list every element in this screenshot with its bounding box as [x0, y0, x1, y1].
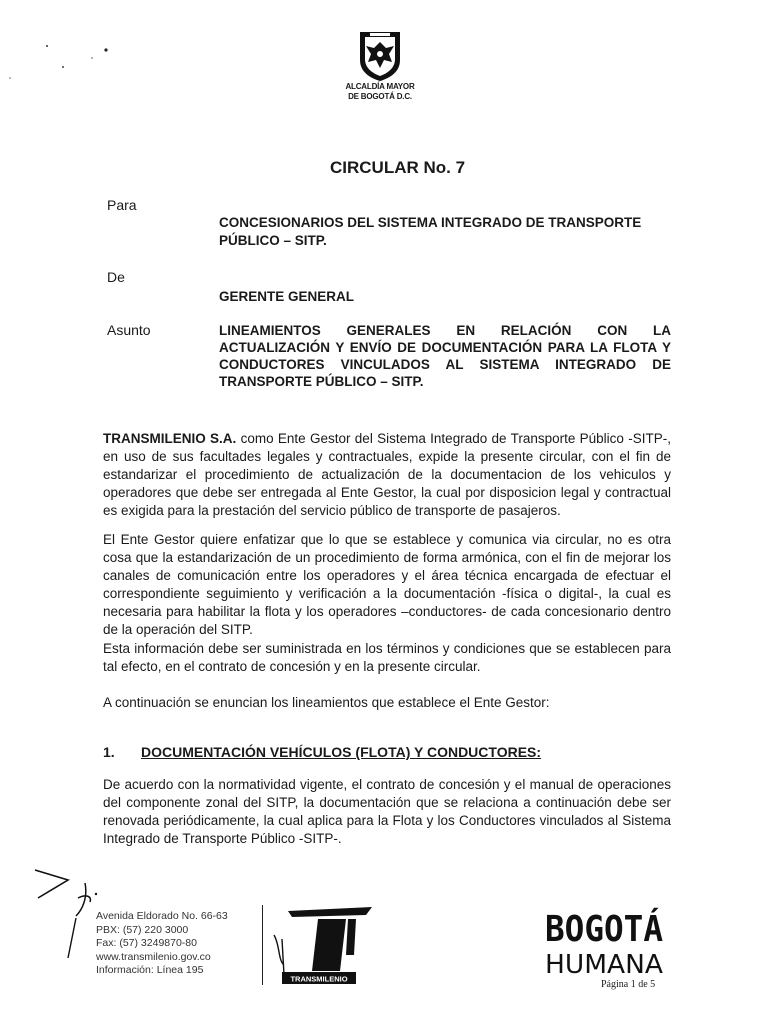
bogota-crest	[330, 30, 430, 102]
footer-address: Avenida Eldorado No. 66-63	[96, 910, 228, 922]
paragraph-3: Esta información debe ser suministrada en los términos y condiciones que se establecen para tal efecto, en el contrato de concesión y en la presente circular.	[103, 641, 671, 674]
de-value: GERENTE GENERAL	[219, 289, 355, 304]
transmilenio-logo	[270, 905, 380, 987]
section-1-number: 1.	[103, 744, 115, 760]
section-1-title: DOCUMENTACIÓN VEHÍCULOS (FLOTA) Y CONDUCTORES:	[141, 744, 542, 760]
footer-fax: Fax: (57) 3249870-80	[96, 937, 197, 949]
paragraph-1	[103, 430, 671, 520]
crest-line-2: DE BOGOTÁ D.C.	[348, 92, 412, 101]
bogota-logo-top: BOGOTÁ	[545, 909, 675, 950]
bogota-humana-logo	[545, 895, 675, 975]
para-label: Para	[107, 197, 137, 213]
footer-web-link[interactable]: www.transmilenio.gov.co	[96, 950, 211, 963]
paragraph-1-text: como Ente Gestor del Sistema Integrado de Transporte Público -SITP-, en uso de sus facultades legales y contractuales, expide la presente circular, con el fin de estandarizar el procedimiento de actualización de la documentacion de los vehiculos y operadores que debe ser entregada al Ente Gestor, la cual por disposicion legal y contractual es exigida para la prestación del servicio público de transporte de pasajeros.	[103, 431, 671, 518]
footer-pbx: PBX: (57) 220 3000	[96, 923, 189, 936]
asunto-value: LINEAMIENTOS GENERALES EN RELACIÓN CON LA ACTUALIZACIÓN Y ENVÍO DE DOCUMENTACIÓN PARA LA FLOTA Y CONDUCTORES VINCULADOS AL SISTEMA INTEGRADO DE TRANSPORTE PÚBLICO – SITP.	[219, 323, 671, 389]
footer-contact	[96, 910, 228, 978]
paragraph-2: El Ente Gestor quiere enfatizar que lo que se establece y comunica via circular, no es otra cosa que la estandarización de un procedimiento de forma armónica, con el fin de mejorar los canales de comunicación entre los operadores y el área técnica encargada de efectuar el correspondiente seguimiento y verificación a la documentación -física o digital-, la cual es necesaria para habilitar la flota y los operadores –conductores- de cada concesionario dentro de la operación del SITP.	[103, 532, 671, 637]
asunto-label: Asunto	[107, 322, 151, 338]
para-value-line1: CONCESIONARIOS DEL SISTEMA INTEGRADO DE TRANSPORTE	[219, 215, 642, 230]
paragraph-1-bold: TRANSMILENIO S.A.	[103, 431, 237, 446]
crest-line-1: ALCALDÍA MAYOR	[345, 82, 415, 91]
coat-of-arms-icon	[356, 30, 404, 82]
section-1-heading	[103, 744, 541, 760]
paragraph-4: A continuación se enuncian los lineamientos que establece el Ente Gestor:	[103, 695, 550, 710]
de-label: De	[107, 269, 125, 285]
bogota-logo-bottom: HUMANA	[545, 950, 664, 975]
scan-specks	[0, 0, 140, 90]
transmilenio-logo-text: TRANSMILENIO	[290, 974, 348, 984]
paragraph-5: De acuerdo con la normatividad vigente, el contrato de concesión y el manual de operaciones del componente zonal del SITP, la documentación que se relaciona a continuación debe ser renovada periódicamente, la cual aplica para la Flota y los Conductores vinculados al Sistema Integrado de Transporte Público -SITP-.	[103, 777, 671, 846]
footer-divider	[262, 905, 263, 985]
footer-info: Información: Línea 195	[96, 964, 204, 976]
circular-title: CIRCULAR No. 7	[330, 158, 466, 177]
para-value-line2: PÚBLICO – SITP.	[219, 233, 327, 248]
page-number: Página 1 de 5	[601, 979, 656, 990]
